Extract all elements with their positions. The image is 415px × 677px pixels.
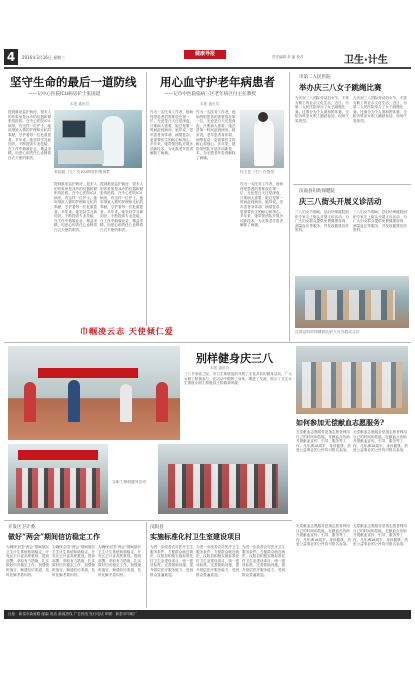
right-body1-col1: 为庆祝三八国际劳动妇女节，丰富女职工的业余文化生活，近日，市第二人民医院举办了女子跳绳比赛。比赛分为个人赛和团体赛，全院各科室女职工踊跃参加，现场气氛热烈。 <box>295 96 349 123</box>
clinic-photo <box>295 276 409 328</box>
people-group <box>305 290 395 320</box>
section-title: 卫生·计生 <box>344 55 388 66</box>
article1-body-col3: 提到重症监护病房，很多人的印象里是冰冷的仪器和紧张的抢救。在中心医院ICU病房，有这样一位护士，她用细致入微的护理和无私的奉献，守护着每一位危重患者。多年来，她坚持学习新知识，不断提高专业技能，在工作中兢兢业业，精益求精，用爱心和责任心诠释着白衣天使的职责。 <box>100 182 144 232</box>
article1-title: 坚守生命的最后一道防线 <box>10 75 137 89</box>
mid-byline: 本报 通讯员 <box>210 366 230 370</box>
slogan-banner: 巾帼凌云志 天使倾仁爱 <box>80 327 174 336</box>
red-sign-shape <box>18 450 98 460</box>
bed-shape <box>58 150 104 164</box>
mid-top-rule <box>4 342 411 343</box>
nurse-figure <box>102 116 124 166</box>
clinic-photo-caption: 汶南县妇幼保健院医护人员为群众义诊 <box>295 330 360 334</box>
article2-subtitle: ——记市中医院临病三区老年病区付主任教授 <box>164 92 256 97</box>
red-banner-shape <box>38 368 138 378</box>
bottom-right-kicker: 汶阳县 <box>150 525 164 530</box>
footer-text: 社址：新泰市新甫路 邮编 电话 新闻热线 广告热线 发行电话 印刷：新泰市印刷厂 <box>8 612 138 616</box>
walkers-right <box>168 464 278 508</box>
skipper-3 <box>120 384 132 422</box>
hospital2-kicker: 汶南县妇幼保健院 <box>299 189 335 194</box>
doctor-head <box>258 112 268 122</box>
bottom-divider <box>146 522 147 608</box>
right-title1: 举办庆三八女子跳绳比赛 <box>299 83 382 92</box>
right-body2-col1: 三八妇女节期间，县妇幼保健院组织专家走上街头开展义诊活动，为广大妇女群众提供免费健康咨询、测量血压等服务，并发放健康宣传资料。 <box>295 210 349 233</box>
article1-body-col1: 提到重症监护病房，很多人的印象里是冰冷的仪器和紧张的抢救。在中心医院ICU病房，有这样一位护士，她用细致入微的护理和无私的奉献，守护着每一位危重患者。多年来，她坚持学习新知识，不断提高专业技能，在工作中兢兢业业，精益求精，用爱心和责任心诠释着白衣天使的职责。 <box>8 110 52 160</box>
hospital1-kicker: 市第二人民医院 <box>299 75 331 80</box>
article1-byline: 本报 通讯员 <box>70 102 90 106</box>
walkers-left <box>16 468 100 508</box>
walk-photo-left <box>8 444 108 514</box>
bottom-far-right-body-col2: 无偿献血志愿服务是指志愿者利用自己的时间和技能，在献血点协助开展献血宣传、引导、服务等工作。凡年满18周岁、身体健康、热爱公益事业的公民均可报名参加。 <box>353 524 408 547</box>
article2-body-col1: 作为一名医务工作者，她始终把患者的需要放在第一位，无论是白天还是深夜，只要病人需要，她总是第一时间赶到病房。她常说，老年患者身体弱、病情复杂，更需要医生的耐心和细心。多年来，她带领团队开展多项新技术，为无数老年患者解除了病痛。 <box>150 110 194 156</box>
article2-title: 用心血守护老年病患者 <box>160 75 275 89</box>
right-body1-col2: 为庆祝三八国际劳动妇女节，丰富女职工的业余文化生活，近日，市第二人民医院举办了女子跳绳比赛。比赛分为个人赛和团体赛，全院各科室女职工踊跃参加，现场气氛热烈。 <box>353 96 407 123</box>
right-divider1 <box>293 184 411 185</box>
article2-body-col3: 作为一名医务工作者，她始终把患者的需要放在第一位，无论是白天还是深夜，只要病人需要，她总是第一时间赶到病房。她常说，老年患者身体弱、病情复杂，更需要医生的耐心和细心。多年来，她带领团队开展多项新技术，为无数老年患者解除了病痛。 <box>240 182 284 228</box>
skipper-2 <box>68 380 80 422</box>
seated-people <box>302 362 402 408</box>
walk-photo-right <box>158 444 288 514</box>
article2-byline: 本报 通讯员 <box>200 102 220 106</box>
footer-bar <box>4 610 411 619</box>
bottom-left-body-col3: 为确保全国“两会”期间辖区卫生计生系统和谐稳定，开发区卫计委高度重视，提前部署，采取有力措施，扎实做好信访稳定工作，加强值班值守，畅通信访渠道，及时化解矛盾纠纷。 <box>98 545 142 577</box>
doctor-photo-caption: 付主任（右）在查房 <box>240 170 275 174</box>
bottom-left-kicker: 开发区卫计委 <box>8 525 35 530</box>
skipper-1 <box>24 382 36 422</box>
bottom-top-rule <box>4 520 292 521</box>
doctor-figure <box>254 118 274 166</box>
question-body-col1: 无偿献血志愿服务是指志愿者利用自己的时间和技能，在献血点协助开展献血宣传、引导、服务等工作。凡年满18周岁、身体健康、热爱公益事业的公民均可报名参加。 <box>296 430 351 453</box>
header-rule <box>4 67 411 69</box>
article2-body-col2: 作为一名医务工作者，她始终把患者的需要放在第一位，无论是白天还是深夜，只要病人需要，她总是第一时间赶到病房。她常说，老年患者身体弱、病情复杂，更需要医生的耐心和细心。多年来，她带领团队开展多项新技术，为无数老年患者解除了病痛。 <box>196 110 236 160</box>
icu-photo-caption: 张国超（左）在ICU病房护理患者 <box>54 170 110 174</box>
icu-photo <box>54 110 142 168</box>
bottom-left-title: 做好“两会”期间信访稳定工作 <box>8 532 101 541</box>
page-number: 4 <box>4 49 18 65</box>
doctor-photo <box>240 110 284 168</box>
bottom-right-body-col2: 为进一步改善农村医疗卫生服务条件，方便群众就近就医，汶阳县积极实施标准化村卫生室建设项目，统一建设标准，完善基础设施，提升基层医疗服务能力，受到群众普遍欢迎。 <box>196 545 240 577</box>
skipper-4 <box>156 382 168 422</box>
mid-title: 别样健身庆三八 <box>196 352 273 365</box>
page-header <box>4 49 411 67</box>
bottom-left-body-col1: 为确保全国“两会”期间辖区卫生计生系统和谐稳定，开发区卫计委高度重视，提前部署，采取有力措施，扎实做好信访稳定工作，加强值班值守，畅通信访渠道，及时化解矛盾纠纷。 <box>6 545 50 577</box>
date-line: 2016年3月16日 星期三 <box>22 55 66 60</box>
bottom-right-body-col1: 为进一步改善农村医疗卫生服务条件，方便群众就近就医，汶阳县积极实施标准化村卫生室建设项目，统一建设标准，完善基础设施，提升基层医疗服务能力，受到群众普遍欢迎。 <box>150 545 194 577</box>
column-divider-2 <box>289 72 290 342</box>
masthead: 健康导报 <box>184 50 226 59</box>
rope-photo <box>8 346 180 440</box>
article1-body-col2: 提到重症监护病房，很多人的印象里是冰冷的仪器和紧张的抢救。在中心医院ICU病房，有这样一位护士，她用细致入微的护理和无私的奉献，守护着每一位危重患者。多年来，她坚持学习新知识，不断提高专业技能，在工作中兢兢业业，精益求精，用爱心和责任心诠释着白衣天使的职责。 <box>54 182 98 232</box>
question-photo <box>296 346 408 414</box>
question-title: 如何参加无偿献血志愿服务? <box>296 418 385 427</box>
column-divider-1 <box>146 72 147 326</box>
bottom-far-right-body-col1: 无偿献血志愿服务是指志愿者利用自己的时间和技能，在献血点协助开展献血宣传、引导、服务等工作。凡年满18周岁、身体健康、热爱公益事业的公民均可报名参加。 <box>296 524 351 547</box>
bottom-right-title: 实施标准化村卫生室建设项目 <box>150 532 241 541</box>
mid-body: 三八节来临之际，市卫生系统组织开展了丰富多彩的健身活动，广大女职工积极参与，在活动中锻炼了身体，增进了交流，展示了卫生计生系统女职工积极向上的精神风貌。 <box>184 372 292 386</box>
mid-photo-caption: 女职工参加健身活动 <box>112 480 147 484</box>
bottom-left-body-col2: 为确保全国“两会”期间辖区卫生计生系统和谐稳定，开发区卫计委高度重视，提前部署，采取有力措施，扎实做好信访稳定工作，加强值班值守，畅通信访渠道，及时化解矛盾纠纷。 <box>52 545 96 577</box>
right-body2-col2: 三八妇女节期间，县妇幼保健院组织专家走上街头开展义诊活动，为广大妇女群众提供免费健康咨询、测量血压等服务，并发放健康宣传资料。 <box>353 210 407 233</box>
right-title2: 庆三八街头开展义诊活动 <box>299 197 382 206</box>
right-col <box>293 72 411 342</box>
bottom-right-body-col3: 为进一步改善农村医疗卫生服务条件，方便群众就近就医，汶阳县积极实施标准化村卫生室建设项目，统一建设标准，完善基础设施，提升基层医疗服务能力，受到群众普遍欢迎。 <box>242 545 286 577</box>
monitor-shape <box>62 120 86 138</box>
editor-line: 责任编辑 美 编 校对 <box>272 55 304 59</box>
article1-subtitle: ——记中心医院ICU病房护士张国超 <box>28 92 101 97</box>
question-body-col2: 无偿献血志愿服务是指志愿者利用自己的时间和技能，在献血点协助开展献血宣传、引导、服务等工作。凡年满18周岁、身体健康、热爱公益事业的公民均可报名参加。 <box>353 430 408 453</box>
